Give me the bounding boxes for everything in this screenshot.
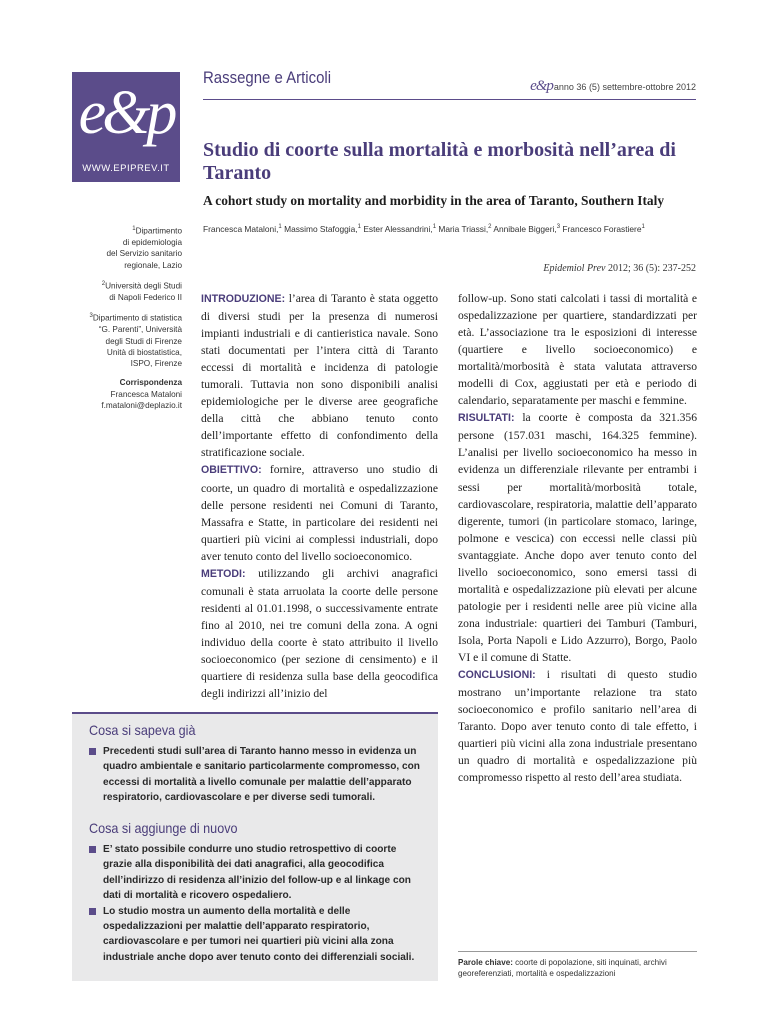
abstract-results — [458, 409, 697, 666]
results-label: RISULTATI: — [458, 412, 515, 425]
author: Massimo Stafoggia, — [284, 224, 358, 234]
journal-logo — [72, 72, 180, 182]
abstract-introduction — [201, 290, 438, 461]
methods-text-cont: follow-up. Sono stati calcolati i tassi di mortalità e ospedalizzazione per quartiere, standardizzati per età. L’associazione tra le esposizioni di interesse (quartiere e livello socioeconomico) e mortalità/morbosità è stata valutata attraverso modelli di Cox, aggiustati per età e periodo di calendario, separatamente per maschi e femmine. — [458, 292, 697, 408]
affiliation-line: degli Studi di Firenze — [105, 336, 182, 346]
correspondence-email[interactable]: f.mataloni@deplazio.it — [101, 401, 182, 411]
author-aff: 2 — [488, 224, 492, 231]
issue-info — [530, 78, 696, 95]
affiliation-line: Dipartimento — [135, 226, 182, 236]
affiliation-number: 3 — [89, 313, 93, 320]
keywords-rule — [458, 951, 697, 952]
author-aff: 1 — [278, 224, 282, 231]
affiliation-line: regionale, Lazio — [124, 260, 182, 270]
affiliation-line: di Napoli Federico II — [109, 292, 182, 302]
author: Ester Alessandrini, — [363, 224, 433, 234]
keywords-text: coorte di popolazione, siti inquinati, archivi georeferenziati, mortalità e ospedalizzazioni — [458, 958, 667, 978]
intro-label: INTRODUZIONE: — [201, 293, 286, 305]
affiliation-line: di epidemiologia — [122, 238, 182, 248]
correspondence-heading: Corrispondenza — [119, 378, 182, 388]
keywords — [458, 957, 700, 979]
affiliation — [62, 224, 182, 271]
conclusions-label: CONCLUSIONI: — [458, 669, 536, 682]
affiliation — [62, 311, 182, 369]
intro-text: l’area di Taranto è stata oggetto di diversi studi per la presenza di numerosi impianti industriali e di cantieristica navale. Sono stati documentati per l’intera città di Taranto eccessi di mortalità e incidenza di patologie tumorali. Tuttavia non sono disponibili analisi epidemiologiche per le diverse aree geografiche della città che abbiano tenuto conto dell’importante effetto di confondimento della stratificazione sociale. — [201, 292, 438, 460]
square-bullet-icon — [89, 846, 96, 853]
abstract-objective — [201, 461, 438, 564]
abstract-column-right — [458, 290, 697, 786]
known-heading: Cosa si sapeva già — [89, 722, 196, 738]
affiliation-line: Università degli Studi — [105, 281, 182, 291]
results-text: la coorte è composta da 321.356 persone (157.031 maschi, 164.325 femmine). L’analisi per livello socioeconomico ha messo in evidenza un differenziale rilevante per entrambi i sessi per mortalità/morbosità totale, cardiovascolare, respiratoria, malattie dell’apparato digerente, tumori (in particolare stomaco, laringe, polmone e vescica) con eccessi nelle classi più svantaggiate. Anche dopo aver tenuto conto del livello socioeconomico, sono emersi tassi di mortalità e ospedalizzazione più elevati per alcune patologie per i residenti nelle aree più vicine alla zona industriale: quartieri dei Tamburi (Tamburi, Isola, Porta Napoli e Lido Azzurro), Borgo, Paolo VI e il comune di Statte. — [458, 411, 697, 664]
journal-mark: e&p — [530, 78, 553, 94]
correspondence-name: Francesca Mataloni — [110, 389, 182, 399]
logo-mark: e&p — [78, 79, 174, 147]
list-item-text: Lo studio mostra un aumento della mortalità e delle ospedalizzazioni per malattie dell’apparato respiratorio, cardiovascolare e per tumori nei quartieri più vicini alla zona industriale anche dopo aver tenuto conto dei differenziali sociali. — [103, 905, 415, 963]
objective-label: OBIETTIVO: — [201, 464, 262, 477]
affiliation-line: “G. Parenti”, Università — [98, 325, 182, 335]
objective-text: fornire, attraverso uno studio di coorte, un quadro di mortalità e ospedalizzazione delle persone residenti nei Comuni di Taranto, Massafra e Statte, in particolare dei residenti nei quartieri più vicini ai complessi industriali, dopo aver tenuto conto del livello socioeconomico. — [201, 463, 438, 563]
affiliation-number: 2 — [101, 280, 106, 287]
citation-ref: 2012; 36 (5): 237-252 — [605, 263, 696, 274]
new-list — [89, 842, 427, 965]
known-list — [89, 744, 427, 806]
citation-journal: Epidemiol Prev — [543, 263, 606, 274]
section-title: Rassegne e Articoli — [203, 68, 332, 87]
author-aff: 1 — [357, 224, 361, 231]
methods-label: METODI: — [201, 567, 246, 580]
abstract-methods-cont — [458, 290, 697, 409]
author-aff: 1 — [641, 224, 645, 231]
affiliation-line: del Servizio sanitario — [106, 249, 182, 259]
list-item — [89, 842, 427, 904]
article-title-english: A cohort study on mortality and morbidity in the area of Taranto, Southern Italy — [203, 193, 665, 208]
affiliation-line: ISPO, Firenze — [130, 359, 182, 369]
affiliation-line: Unità di biostatistica, — [106, 347, 182, 357]
author: Maria Triassi, — [438, 224, 489, 234]
affiliations — [62, 224, 182, 419]
square-bullet-icon — [89, 748, 96, 755]
list-item-text: Precedenti studi sull’area di Taranto hanno messo in evidenza un quadro ambientale e sanitario particolarmente compromesso, con eccessi di mortalità a livello comunale per malattie dell’apparato respiratorio, cardiovascolare e per diverse sedi tumorali. — [103, 746, 420, 804]
list-item — [89, 744, 427, 806]
abstract-methods — [201, 565, 438, 702]
article-title: Studio di coorte sulla mortalità e morbosità nell’area di Taranto — [203, 139, 676, 184]
citation — [543, 263, 696, 274]
correspondence — [62, 377, 182, 411]
methods-text: utilizzando gli archivi anagrafici comunali è stata arruolata la coorte delle persone residenti al 01.01.1998, o successivamente entrate fino al 2010, nei tre comuni della zona. A ogni individuo della coorte è stato attribuito il livello socioeconomico (per sezione di censimento) e il quartiere di residenza sulla base della geocodifica degli indirizzi all’inizio del — [201, 566, 438, 701]
author: Francesco Forastiere — [562, 224, 642, 234]
author: Annibale Biggeri, — [493, 224, 557, 234]
author: Francesca Mataloni, — [203, 224, 279, 234]
list-item — [89, 904, 427, 966]
header-rule — [203, 99, 696, 100]
affiliation — [62, 279, 182, 303]
affiliation-number: 1 — [132, 226, 136, 232]
abstract-column-left — [201, 290, 438, 702]
abstract-conclusions — [458, 666, 697, 786]
logo-url: WWW.EPIPREV.IT — [82, 163, 170, 174]
keywords-label: Parole chiave: — [458, 958, 513, 967]
list-item-text: E’ stato possibile condurre uno studio retrospettivo di coorte grazie alla disponibilità dei dati anagrafici, alla geocodifica dell’indirizzo di residenza all’inizio del follow-up e al linkage con dati di mortalità e ricovero ospedaliero. — [103, 844, 411, 902]
author-aff: 1 — [432, 224, 437, 231]
issue-label: anno 36 (5) settembre-ottobre 2012 — [553, 82, 696, 92]
author-aff: 3 — [556, 224, 561, 231]
author-list — [203, 224, 645, 234]
affiliation-line: Dipartimento di statistica — [92, 313, 182, 323]
key-points-box — [72, 712, 438, 981]
conclusions-text: i risultati di questo studio mostrano un’importante relazione tra stato socioeconomico e profilo sanitario nell’area di Taranto. Dopo aver tenuto conto di tale effetto, i quartieri più vicini alla zona industriale presentano un quadro di mortalità e ospedalizzazione più compromesso rispetto al resto dell’area studiata. — [458, 668, 697, 785]
square-bullet-icon — [89, 908, 96, 915]
new-heading: Cosa si aggiunge di nuovo — [89, 820, 238, 836]
